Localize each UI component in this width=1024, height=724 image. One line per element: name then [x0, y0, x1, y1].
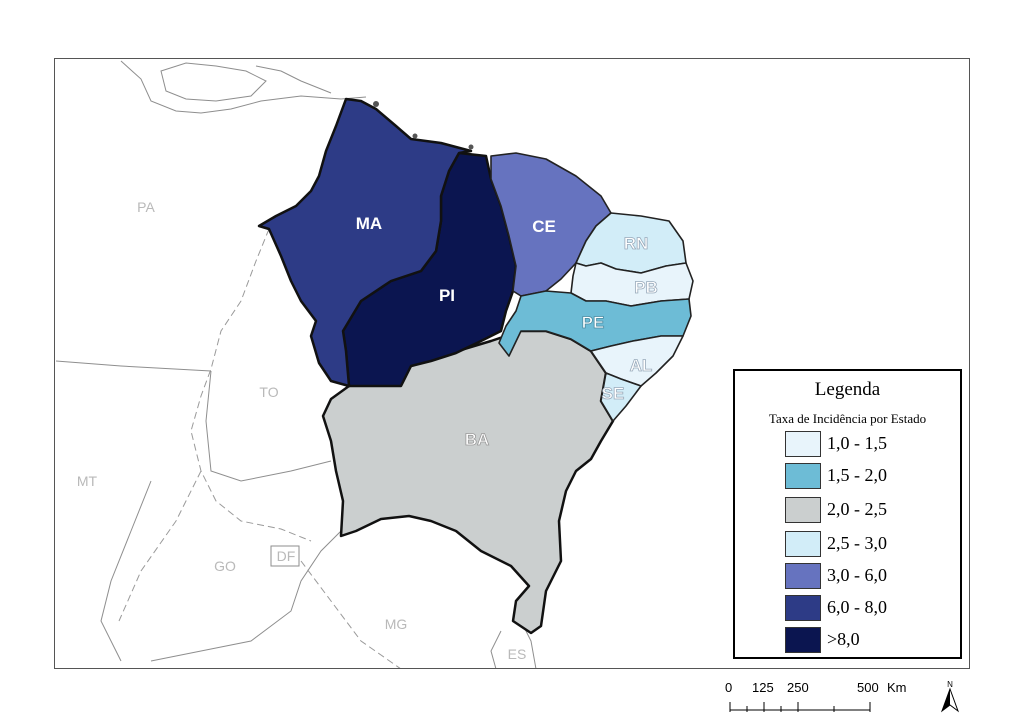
legend-item	[785, 563, 955, 591]
label-PB: PB	[634, 278, 658, 297]
legend-label: 1,5 - 2,0	[827, 465, 887, 485]
legend-subtitle: Taxa de Incidência por Estado	[768, 411, 927, 426]
legend-item	[785, 627, 955, 655]
scale-tick-label: 125	[752, 680, 774, 695]
scale-bar	[722, 680, 922, 720]
legend-item	[785, 497, 955, 525]
label-PI: PI	[438, 286, 456, 305]
label-ES: ES	[507, 646, 527, 662]
legend-title: Legenda	[814, 379, 881, 400]
legend-item	[785, 595, 955, 623]
label-GO: GO	[214, 558, 236, 574]
legend-swatch	[785, 627, 821, 653]
scale-tick-label: 250	[787, 680, 809, 695]
legend-label: >8,0	[827, 629, 860, 649]
legend-label: 6,0 - 8,0	[827, 597, 887, 617]
label-RN: RN	[623, 234, 649, 253]
label-MG: MG	[384, 616, 408, 632]
legend-swatch	[785, 531, 821, 557]
scale-tick-label: 0	[725, 680, 733, 695]
legend	[733, 369, 962, 659]
island-marker	[413, 134, 418, 139]
legend-item	[785, 463, 955, 491]
legend-label: 1,0 - 1,5	[827, 433, 887, 453]
label-MA: MA	[355, 214, 383, 233]
north-label: N	[947, 680, 953, 689]
label-PE: PE	[581, 313, 605, 332]
island-marker	[373, 101, 379, 107]
legend-swatch	[785, 463, 821, 489]
legend-swatch	[785, 431, 821, 457]
label-MT: MT	[76, 473, 98, 489]
scale-tick-label: 500	[857, 680, 879, 695]
legend-label: 2,0 - 2,5	[827, 499, 887, 519]
label-BA: BA	[464, 430, 490, 449]
island-marker	[469, 145, 474, 150]
label-TO: TO	[259, 384, 279, 400]
scale-unit: Km	[887, 680, 907, 695]
legend-swatch	[785, 563, 821, 589]
legend-label: 3,0 - 6,0	[827, 565, 887, 585]
legend-swatch	[785, 497, 821, 523]
scale-bar-graphic	[722, 680, 922, 720]
legend-label: 2,5 - 3,0	[827, 533, 887, 553]
north-arrow-icon	[938, 678, 962, 714]
label-AL: AL	[629, 356, 653, 375]
legend-item	[785, 431, 955, 459]
legend-swatch	[785, 595, 821, 621]
label-PA: PA	[137, 199, 155, 215]
label-CE: CE	[532, 217, 556, 236]
label-SE: SE	[601, 384, 625, 403]
label-DF: DF	[276, 548, 296, 564]
legend-item	[785, 531, 955, 559]
